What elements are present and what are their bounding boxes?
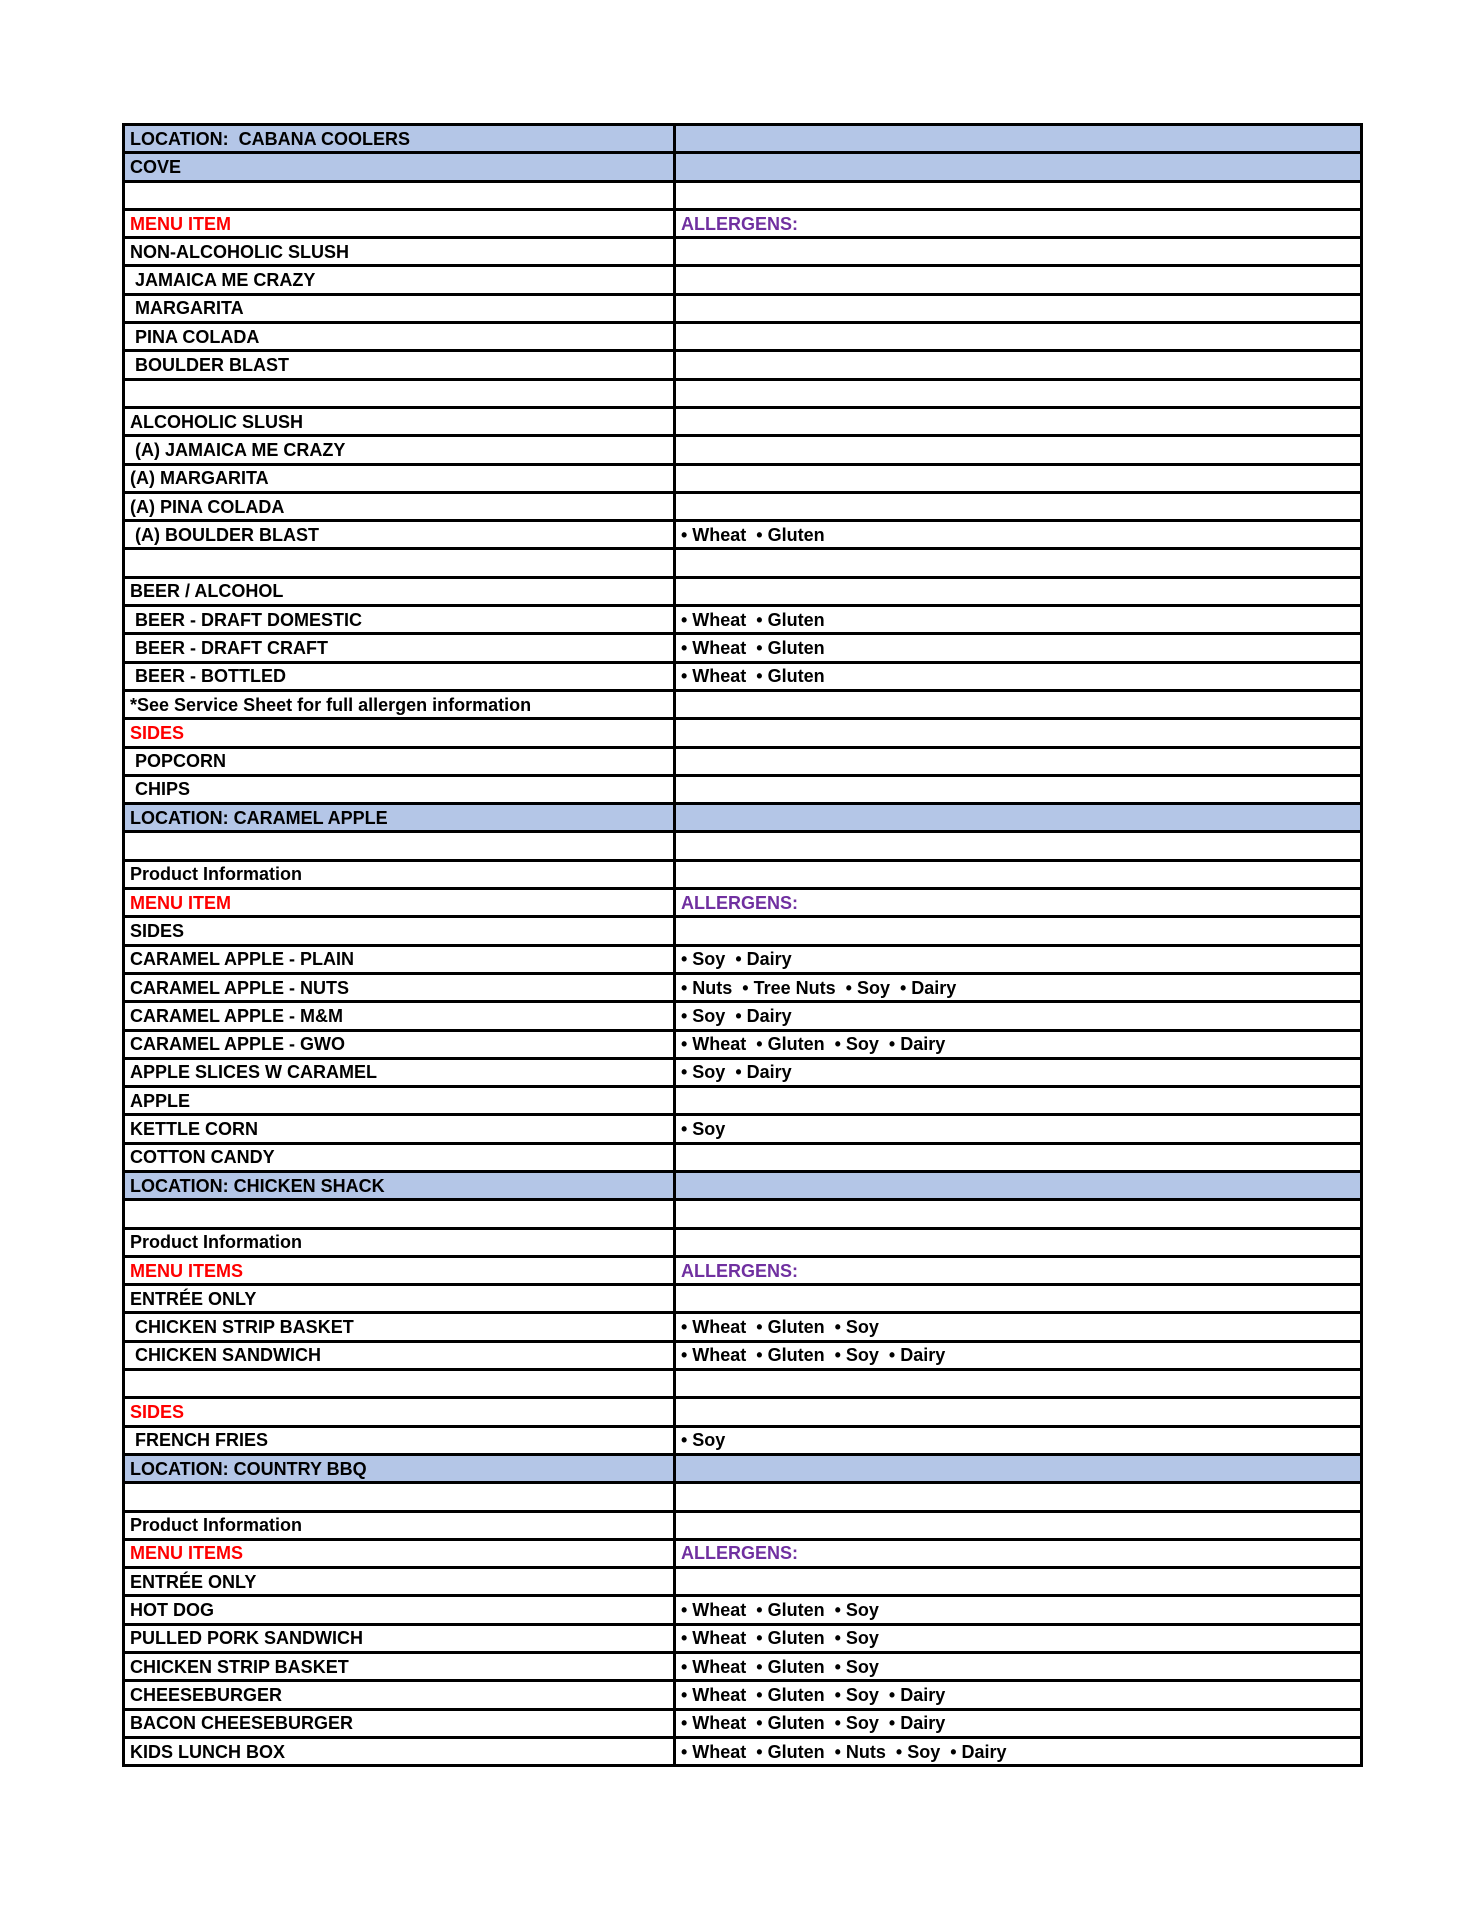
menu-item-cell: SIDES: [124, 917, 675, 945]
menu-item-cell: [124, 549, 675, 577]
spacer-row: [124, 832, 1362, 860]
allergens-cell: [675, 804, 1362, 832]
table-row: [124, 492, 1362, 520]
allergens-cell: [675, 1143, 1362, 1171]
allergens-cell: [675, 153, 1362, 181]
table-row: [124, 634, 1362, 662]
allergens-cell: [675, 266, 1362, 294]
table-row: [124, 1030, 1362, 1058]
menu-item-cell: CHICKEN STRIP BASKET: [124, 1653, 675, 1681]
menu-item-cell: [124, 1200, 675, 1228]
allergens-cell: • Wheat • Gluten • Soy • Dairy: [675, 1709, 1362, 1737]
menu-item-cell: SIDES: [124, 719, 675, 747]
menu-item-cell: KIDS LUNCH BOX: [124, 1737, 675, 1765]
table-row: [124, 1341, 1362, 1369]
allergens-cell: [675, 181, 1362, 209]
allergens-cell: ALLERGENS:: [675, 1256, 1362, 1284]
table-row: [124, 436, 1362, 464]
allergens-cell: [675, 917, 1362, 945]
allergens-cell: • Wheat • Gluten: [675, 606, 1362, 634]
menu-item-cell: BOULDER BLAST: [124, 351, 675, 379]
table-row: [124, 1596, 1362, 1624]
allergens-cell: • Wheat • Gluten • Soy: [675, 1596, 1362, 1624]
table-row: [124, 1681, 1362, 1709]
menu-item-cell: COVE: [124, 153, 675, 181]
allergens-cell: [675, 407, 1362, 435]
allergens-cell: [675, 379, 1362, 407]
menu-item-cell: LOCATION: COUNTRY BBQ: [124, 1454, 675, 1482]
allergens-cell: • Soy • Dairy: [675, 1058, 1362, 1086]
table-row: [124, 1426, 1362, 1454]
allergens-cell: [675, 1200, 1362, 1228]
allergens-cell: [675, 125, 1362, 153]
allergens-cell: • Soy: [675, 1115, 1362, 1143]
menu-item-cell: MENU ITEMS: [124, 1539, 675, 1567]
menu-item-cell: ENTRÉE ONLY: [124, 1285, 675, 1313]
menu-item-cell: BEER - BOTTLED: [124, 662, 675, 690]
allergens-cell: [675, 1398, 1362, 1426]
menu-item-cell: CHICKEN SANDWICH: [124, 1341, 675, 1369]
table-row: [124, 973, 1362, 1001]
table-row: [124, 1313, 1362, 1341]
allergens-cell: [675, 1087, 1362, 1115]
allergens-cell: [675, 747, 1362, 775]
allergens-cell: • Wheat • Gluten • Soy: [675, 1624, 1362, 1652]
spacer-row: [124, 549, 1362, 577]
menu-item-cell: (A) MARGARITA: [124, 464, 675, 492]
allergen-menu-table: [122, 123, 1363, 1767]
table-row: [124, 1228, 1362, 1256]
table-row: [124, 945, 1362, 973]
allergens-cell: [675, 436, 1362, 464]
table-row: [124, 1087, 1362, 1115]
menu-item-cell: SIDES: [124, 1398, 675, 1426]
table-row: [124, 1624, 1362, 1652]
header-row: [124, 889, 1362, 917]
location-row: [124, 1171, 1362, 1199]
menu-item-cell: LOCATION: CABANA COOLERS: [124, 125, 675, 153]
table-row: [124, 1709, 1362, 1737]
menu-item-cell: APPLE: [124, 1087, 675, 1115]
allergens-cell: [675, 464, 1362, 492]
location-row: [124, 153, 1362, 181]
menu-item-cell: Product Information: [124, 860, 675, 888]
menu-item-cell: BACON CHEESEBURGER: [124, 1709, 675, 1737]
allergens-cell: • Wheat • Gluten • Soy: [675, 1653, 1362, 1681]
allergens-cell: [675, 323, 1362, 351]
allergens-cell: ALLERGENS:: [675, 1539, 1362, 1567]
menu-item-cell: *See Service Sheet for full allergen information: [124, 690, 675, 718]
allergens-cell: • Soy • Dairy: [675, 945, 1362, 973]
table-row: [124, 1285, 1362, 1313]
menu-item-cell: MENU ITEMS: [124, 1256, 675, 1284]
table-row: [124, 1511, 1362, 1539]
menu-item-cell: CARAMEL APPLE - NUTS: [124, 973, 675, 1001]
allergens-cell: • Wheat • Gluten: [675, 634, 1362, 662]
allergens-cell: [675, 1285, 1362, 1313]
allergens-cell: [675, 1171, 1362, 1199]
location-row: [124, 1454, 1362, 1482]
allergens-cell: • Wheat • Gluten • Soy • Dairy: [675, 1030, 1362, 1058]
menu-item-cell: PULLED PORK SANDWICH: [124, 1624, 675, 1652]
menu-item-cell: CHEESEBURGER: [124, 1681, 675, 1709]
spacer-row: [124, 379, 1362, 407]
location-row: [124, 125, 1362, 153]
table-row: [124, 238, 1362, 266]
allergens-cell: • Wheat • Gluten • Nuts • Soy • Dairy: [675, 1737, 1362, 1765]
menu-item-cell: CARAMEL APPLE - PLAIN: [124, 945, 675, 973]
menu-item-cell: MENU ITEM: [124, 209, 675, 237]
table-row: [124, 917, 1362, 945]
location-row: [124, 804, 1362, 832]
table-row: [124, 323, 1362, 351]
allergens-cell: [675, 238, 1362, 266]
table-row: [124, 351, 1362, 379]
menu-item-cell: JAMAICA ME CRAZY: [124, 266, 675, 294]
menu-item-cell: [124, 1483, 675, 1511]
allergens-cell: • Wheat • Gluten: [675, 521, 1362, 549]
table-row: [124, 747, 1362, 775]
allergens-cell: ALLERGENS:: [675, 889, 1362, 917]
menu-item-cell: [124, 181, 675, 209]
menu-item-cell: (A) BOULDER BLAST: [124, 521, 675, 549]
table-row: [124, 1143, 1362, 1171]
menu-item-cell: LOCATION: CARAMEL APPLE: [124, 804, 675, 832]
allergens-cell: [675, 1511, 1362, 1539]
allergens-cell: • Nuts • Tree Nuts • Soy • Dairy: [675, 973, 1362, 1001]
allergens-cell: ALLERGENS:: [675, 209, 1362, 237]
menu-item-cell: CARAMEL APPLE - M&M: [124, 1002, 675, 1030]
header-row: [124, 209, 1362, 237]
allergens-cell: [675, 832, 1362, 860]
allergens-cell: [675, 351, 1362, 379]
menu-item-cell: BEER - DRAFT DOMESTIC: [124, 606, 675, 634]
table-row: [124, 407, 1362, 435]
table-row: [124, 266, 1362, 294]
allergens-cell: • Wheat • Gluten: [675, 662, 1362, 690]
header-row: [124, 1539, 1362, 1567]
table-row: [124, 606, 1362, 634]
table-row: [124, 690, 1362, 718]
allergens-cell: [675, 1228, 1362, 1256]
menu-item-cell: BEER - DRAFT CRAFT: [124, 634, 675, 662]
menu-table-body: [124, 125, 1362, 1766]
menu-item-cell: FRENCH FRIES: [124, 1426, 675, 1454]
table-row: [124, 1058, 1362, 1086]
allergens-cell: [675, 1370, 1362, 1398]
menu-item-cell: COTTON CANDY: [124, 1143, 675, 1171]
allergens-cell: [675, 775, 1362, 803]
menu-item-cell: [124, 379, 675, 407]
menu-item-cell: POPCORN: [124, 747, 675, 775]
allergens-cell: • Wheat • Gluten • Soy • Dairy: [675, 1681, 1362, 1709]
allergens-cell: • Soy • Dairy: [675, 1002, 1362, 1030]
allergens-cell: • Soy: [675, 1426, 1362, 1454]
menu-item-cell: BEER / ALCOHOL: [124, 577, 675, 605]
allergens-cell: [675, 1568, 1362, 1596]
table-row: [124, 294, 1362, 322]
menu-item-cell: PINA COLADA: [124, 323, 675, 351]
table-row: [124, 775, 1362, 803]
spacer-row: [124, 1483, 1362, 1511]
allergens-cell: [675, 860, 1362, 888]
spacer-row: [124, 181, 1362, 209]
table-row: [124, 464, 1362, 492]
allergens-cell: [675, 492, 1362, 520]
spacer-row: [124, 1200, 1362, 1228]
menu-item-cell: Product Information: [124, 1228, 675, 1256]
header-row: [124, 1256, 1362, 1284]
menu-item-cell: [124, 1370, 675, 1398]
allergens-cell: [675, 1454, 1362, 1482]
table-row: [124, 662, 1362, 690]
spacer-row: [124, 1370, 1362, 1398]
allergens-cell: [675, 1483, 1362, 1511]
table-row: [124, 719, 1362, 747]
table-row: [124, 1737, 1362, 1765]
menu-item-cell: Product Information: [124, 1511, 675, 1539]
menu-item-cell: (A) PINA COLADA: [124, 492, 675, 520]
menu-item-cell: MENU ITEM: [124, 889, 675, 917]
menu-item-cell: CARAMEL APPLE - GWO: [124, 1030, 675, 1058]
table-row: [124, 521, 1362, 549]
menu-item-cell: APPLE SLICES W CARAMEL: [124, 1058, 675, 1086]
menu-item-cell: CHICKEN STRIP BASKET: [124, 1313, 675, 1341]
menu-item-cell: ENTRÉE ONLY: [124, 1568, 675, 1596]
menu-item-cell: LOCATION: CHICKEN SHACK: [124, 1171, 675, 1199]
table-row: [124, 1398, 1362, 1426]
allergens-cell: [675, 690, 1362, 718]
menu-item-cell: (A) JAMAICA ME CRAZY: [124, 436, 675, 464]
allergens-cell: • Wheat • Gluten • Soy • Dairy: [675, 1341, 1362, 1369]
menu-item-cell: MARGARITA: [124, 294, 675, 322]
allergens-cell: [675, 294, 1362, 322]
table-row: [124, 1653, 1362, 1681]
allergens-cell: [675, 549, 1362, 577]
table-row: [124, 860, 1362, 888]
allergens-cell: • Wheat • Gluten • Soy: [675, 1313, 1362, 1341]
table-row: [124, 1115, 1362, 1143]
menu-item-cell: CHIPS: [124, 775, 675, 803]
allergens-cell: [675, 577, 1362, 605]
table-row: [124, 1002, 1362, 1030]
menu-item-cell: KETTLE CORN: [124, 1115, 675, 1143]
menu-item-cell: ALCOHOLIC SLUSH: [124, 407, 675, 435]
menu-item-cell: HOT DOG: [124, 1596, 675, 1624]
allergens-cell: [675, 719, 1362, 747]
menu-item-cell: [124, 832, 675, 860]
table-row: [124, 577, 1362, 605]
table-row: [124, 1568, 1362, 1596]
menu-item-cell: NON-ALCOHOLIC SLUSH: [124, 238, 675, 266]
